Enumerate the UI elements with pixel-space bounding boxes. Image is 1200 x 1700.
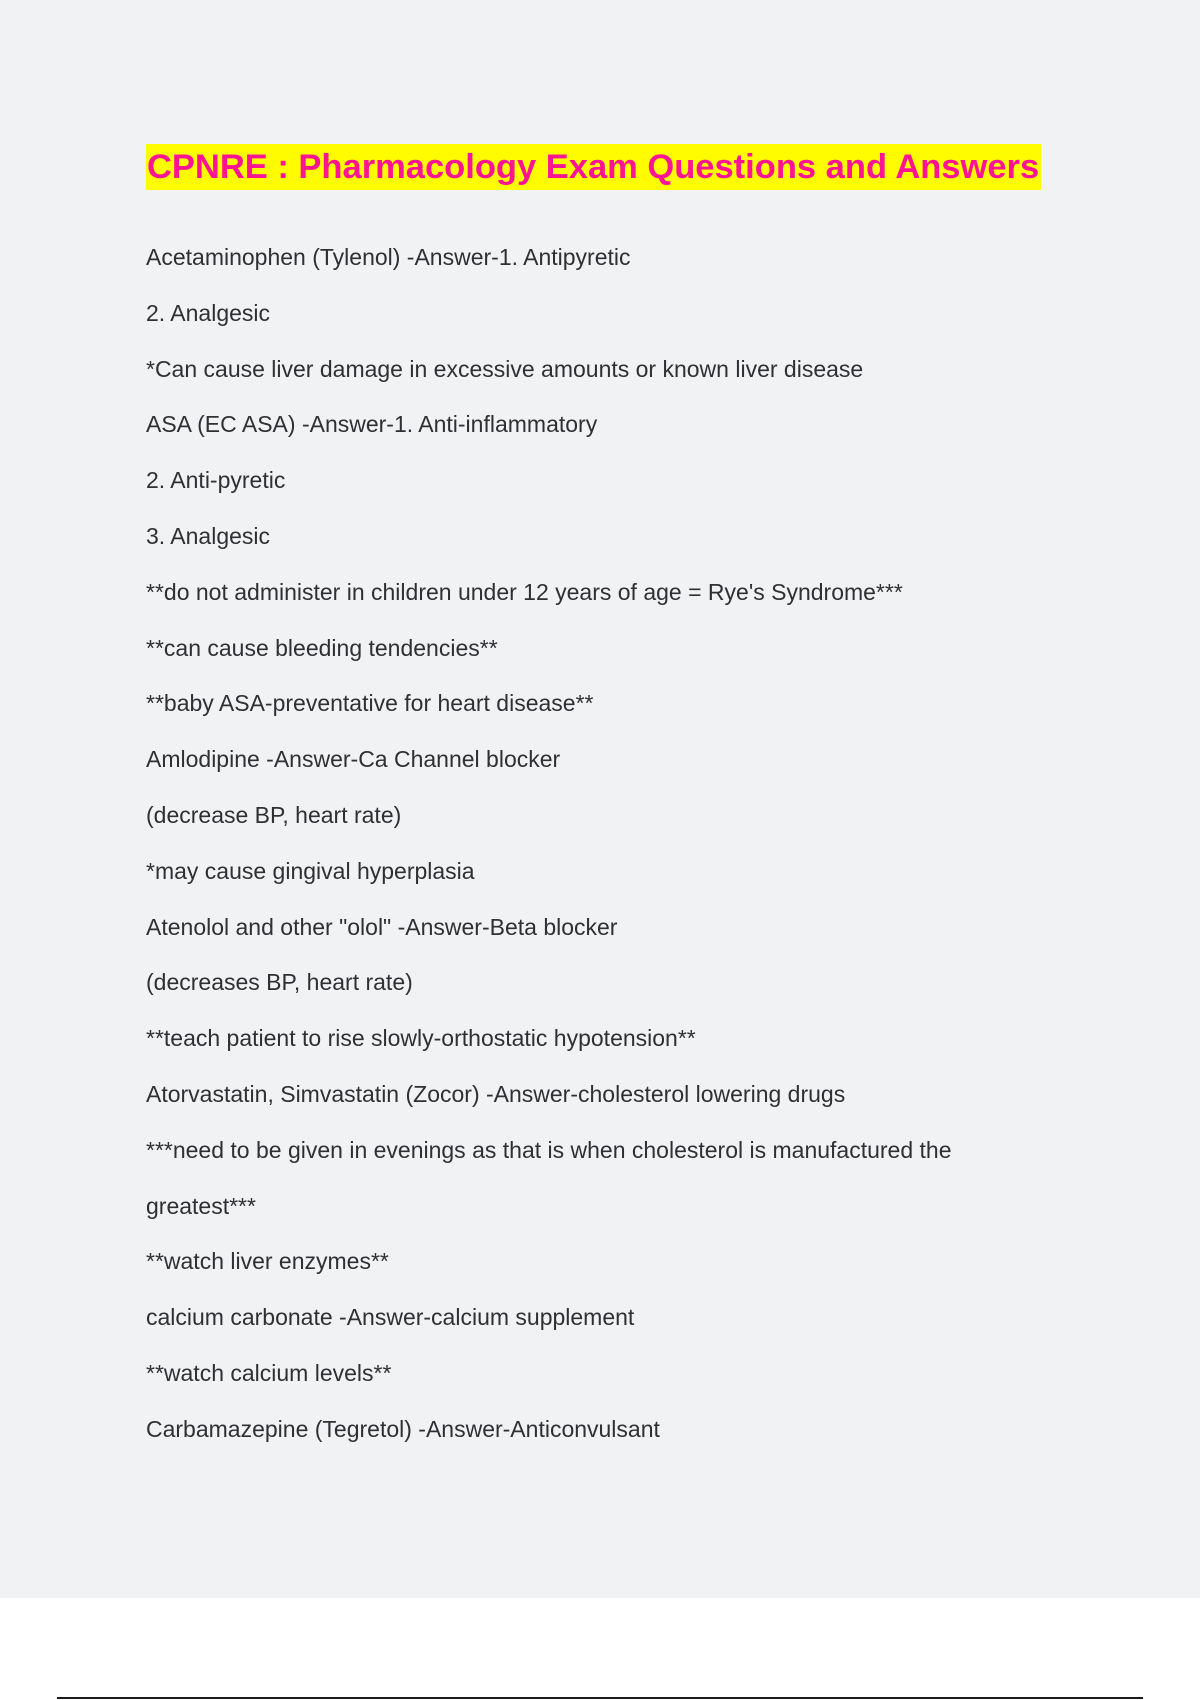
footer-divider: [57, 1697, 1143, 1699]
document-title: CPNRE : Pharmacology Exam Questions and Answers: [146, 144, 1041, 190]
question-answer-list: [146, 238, 1126, 1466]
text-line: calcium carbonate -Answer-calcium supplement: [146, 1304, 635, 1331]
text-line: Atenolol and other "olol" -Answer-Beta blocker: [146, 913, 618, 940]
text-line: **can cause bleeding tendencies**: [146, 634, 498, 661]
text-line: 3. Analgesic: [146, 522, 271, 549]
text-line: ***need to be given in evenings as that is when cholesterol is manufactured the: [146, 1136, 952, 1163]
text-line: **watch liver enzymes**: [146, 1248, 389, 1275]
text-line: Carbamazepine (Tegretol) -Answer-Anticonvulsant: [146, 1415, 660, 1442]
text-line: *may cause gingival hyperplasia: [146, 857, 475, 884]
text-line: Atorvastatin, Simvastatin (Zocor) -Answer-cholesterol lowering drugs: [146, 1080, 846, 1107]
text-line: greatest***: [146, 1192, 256, 1219]
text-line: **watch calcium levels**: [146, 1359, 392, 1386]
text-line: Amlodipine -Answer-Ca Channel blocker: [146, 746, 561, 773]
text-line: (decreases BP, heart rate): [146, 969, 413, 996]
text-line: 2. Anti-pyretic: [146, 467, 286, 494]
text-line: Acetaminophen (Tylenol) -Answer-1. Antipyretic: [146, 244, 631, 270]
text-line: (decrease BP, heart rate): [146, 801, 402, 828]
text-line: **do not administer in children under 12 years of age = Rye's Syndrome***: [146, 578, 903, 605]
text-line: **teach patient to rise slowly-orthostatic hypotension**: [146, 1025, 696, 1052]
title-container: [146, 144, 1041, 190]
text-line: ASA (EC ASA) -Answer-1. Anti-inflammatory: [146, 411, 598, 438]
text-line: *Can cause liver damage in excessive amounts or known liver disease: [146, 355, 864, 382]
text-line: 2. Analgesic: [146, 299, 271, 326]
text-line: **baby ASA-preventative for heart disease**: [146, 690, 594, 717]
